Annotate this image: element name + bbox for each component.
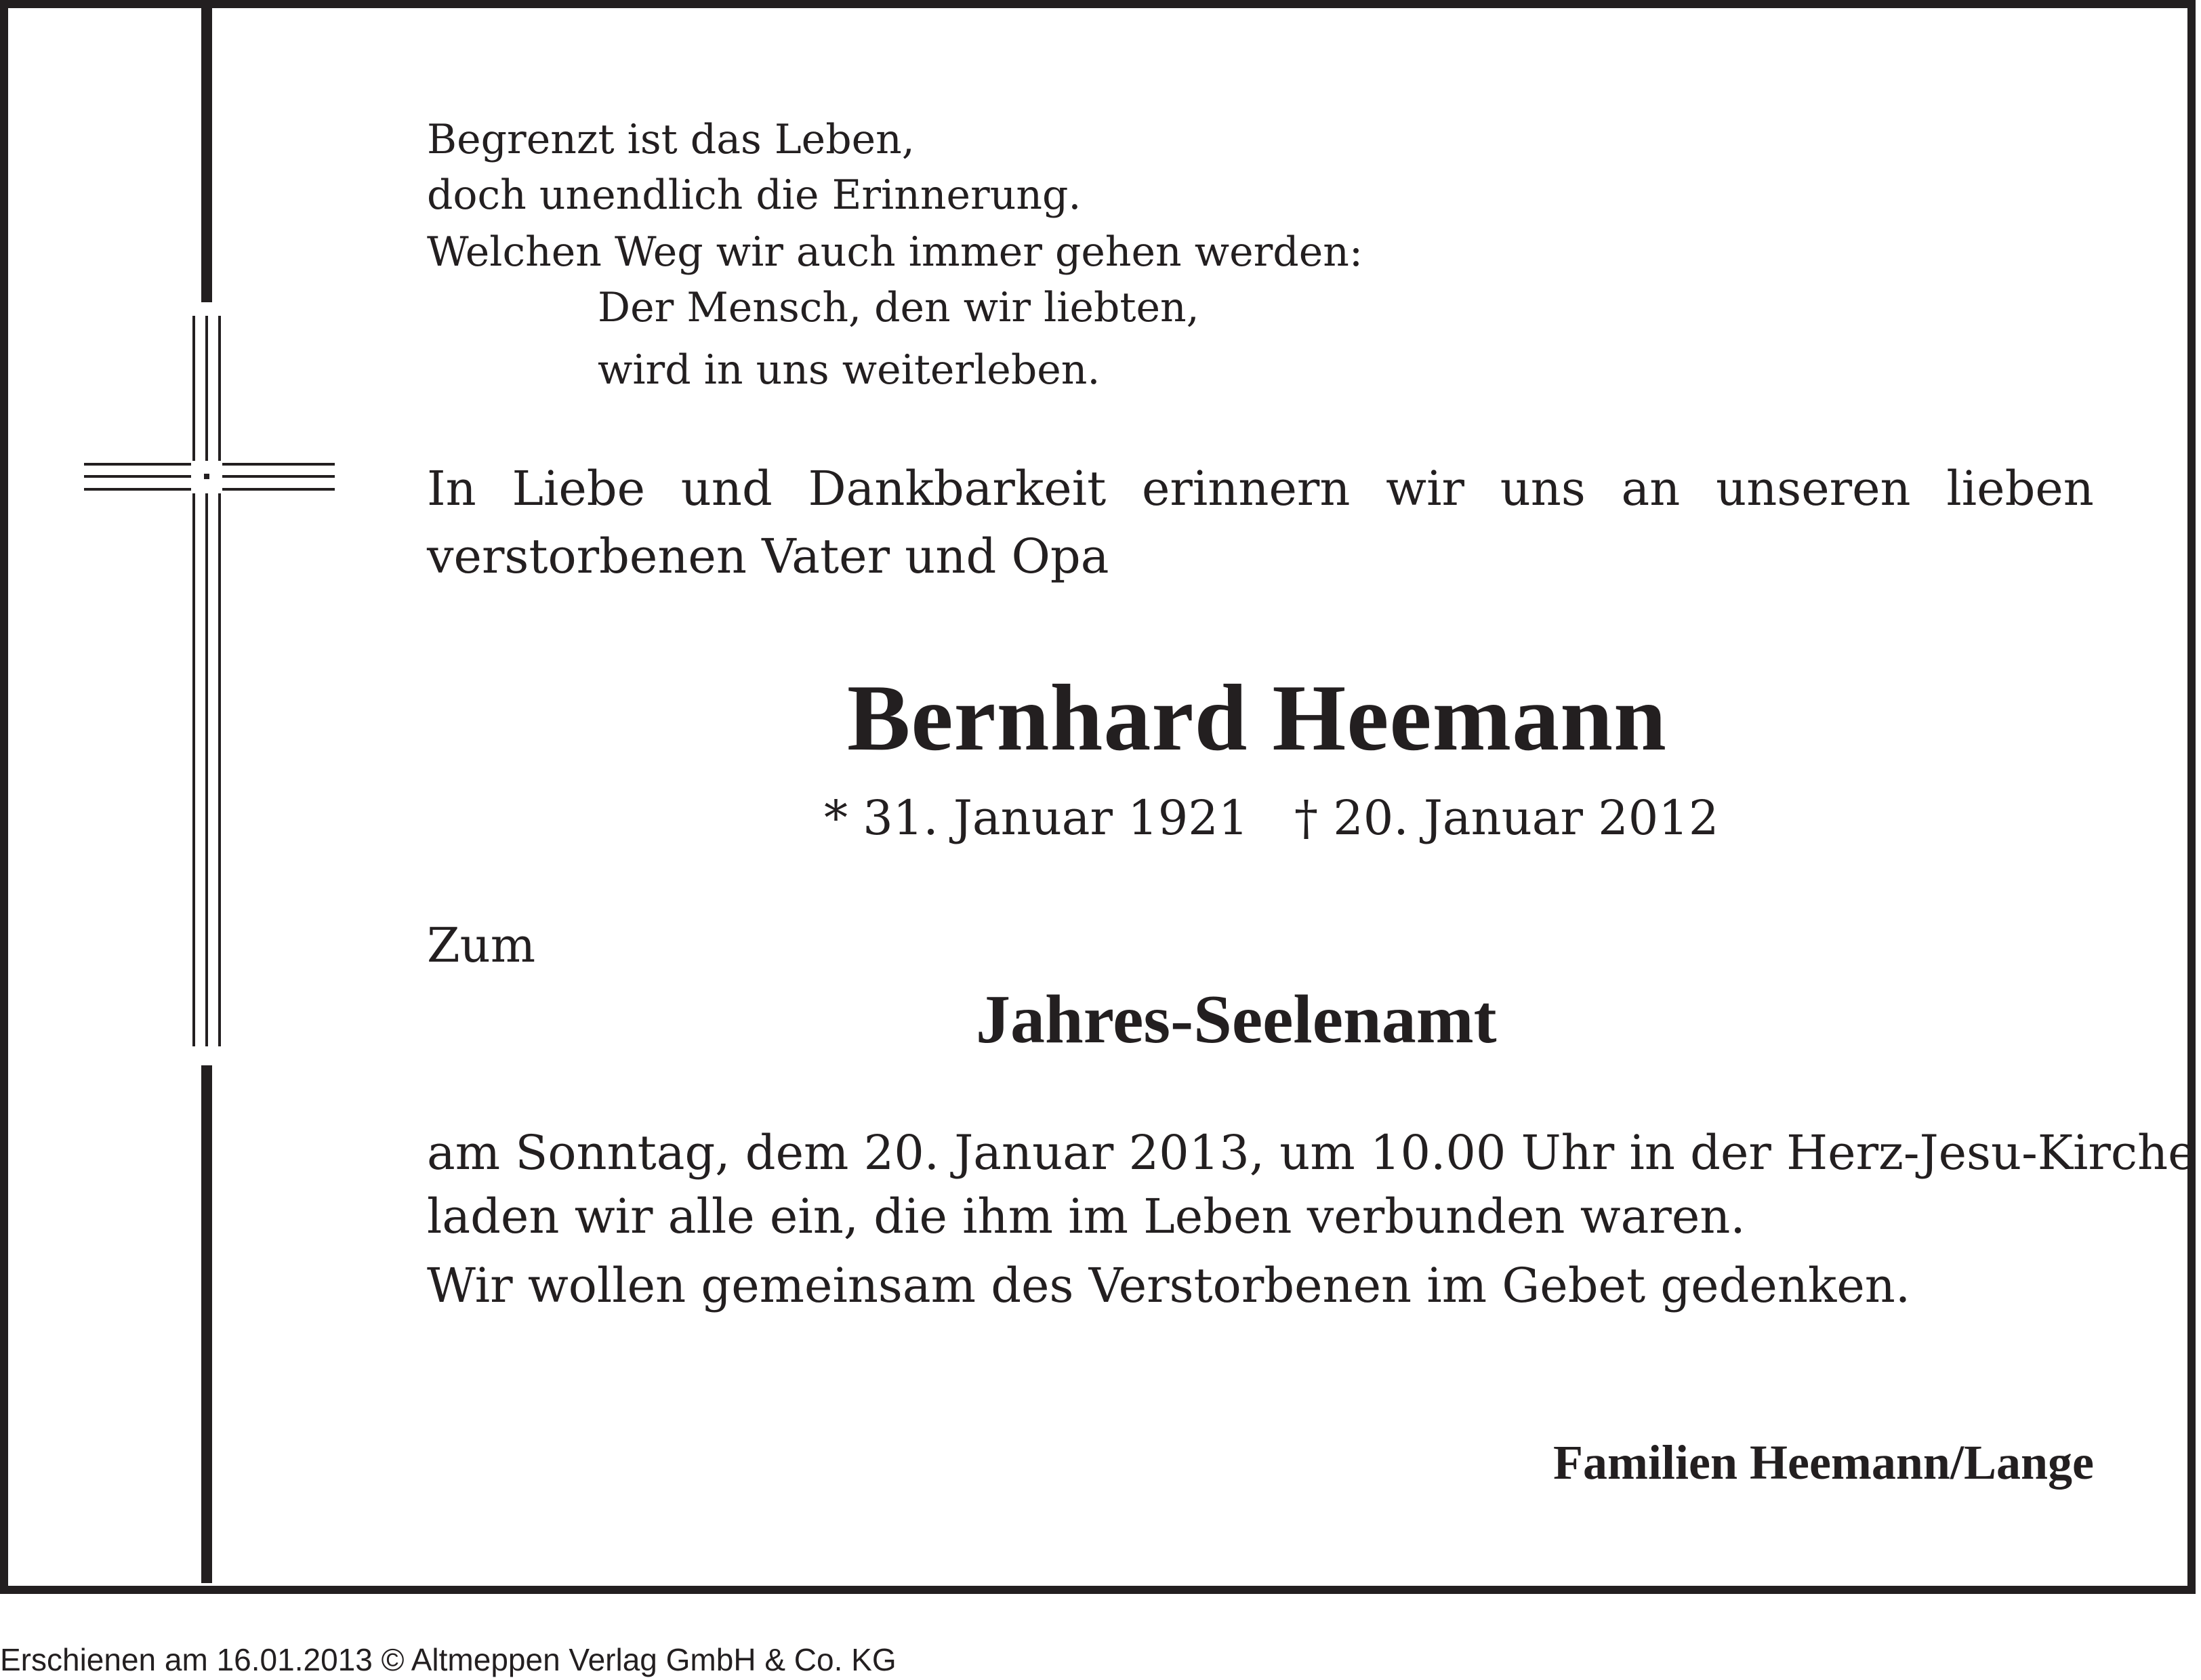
cross-vline-right: [218, 316, 221, 1046]
intro-word: uns: [1500, 461, 1586, 516]
intro-word: unseren: [1716, 461, 1911, 516]
intro-line-2: verstorbenen Vater und Opa: [427, 529, 1109, 584]
poem-line-5: wird in uns weiterleben.: [598, 346, 1100, 394]
service-lead: Zum: [427, 918, 536, 973]
cross-vline-center: [205, 316, 208, 1046]
cross-center-dot: [204, 474, 209, 479]
service-line-1: am Sonntag, dem 20. Januar 2013, um 10.00 Uhr in der Herz-Jesu-Kirche: [427, 1125, 2196, 1181]
intro-word: lieben: [1946, 461, 2094, 516]
cross-bar-bottom: [201, 1065, 212, 1583]
publication-footer: Erschienen am 16.01.2013 © Altmeppen Verlag GmbH & Co. KG: [0, 1642, 897, 1677]
signature: Familien Heemann/Lange: [1553, 1435, 2094, 1490]
cross-icon: [0, 0, 352, 1594]
intro-word: an: [1621, 461, 1681, 516]
cross-bar-top: [201, 8, 212, 302]
intro-word: und: [680, 461, 773, 516]
service-line-3: Wir wollen gemeinsam des Verstorbenen im Gebet gedenken.: [427, 1258, 1911, 1313]
intro-word: erinnern: [1142, 461, 1351, 516]
intro-word: Liebe: [512, 461, 646, 516]
birth-date: * 31. Januar 1921: [824, 790, 1249, 846]
poem-line-3: Welchen Weg wir auch immer gehen werden:: [427, 228, 1363, 276]
deceased-name: Bernhard Heemann: [847, 665, 1667, 771]
intro-word: Dankbarkeit: [808, 461, 1107, 516]
poem-line-1: Begrenzt ist das Leben,: [427, 116, 915, 163]
intro-word: In: [427, 461, 476, 516]
intro-line-1: [427, 461, 2094, 516]
intro-word: wir: [1386, 461, 1464, 516]
poem-line-2: doch unendlich die Erinnerung.: [427, 171, 1082, 219]
service-line-2: laden wir alle ein, die ihm im Leben verbunden waren.: [427, 1189, 1746, 1244]
cross-vline-left: [192, 316, 195, 1046]
service-title: Jahres-Seelenamt: [976, 981, 1497, 1058]
death-date: † 20. Januar 2012: [1294, 790, 1719, 846]
poem-line-4: Der Mensch, den wir liebten,: [598, 284, 1199, 331]
